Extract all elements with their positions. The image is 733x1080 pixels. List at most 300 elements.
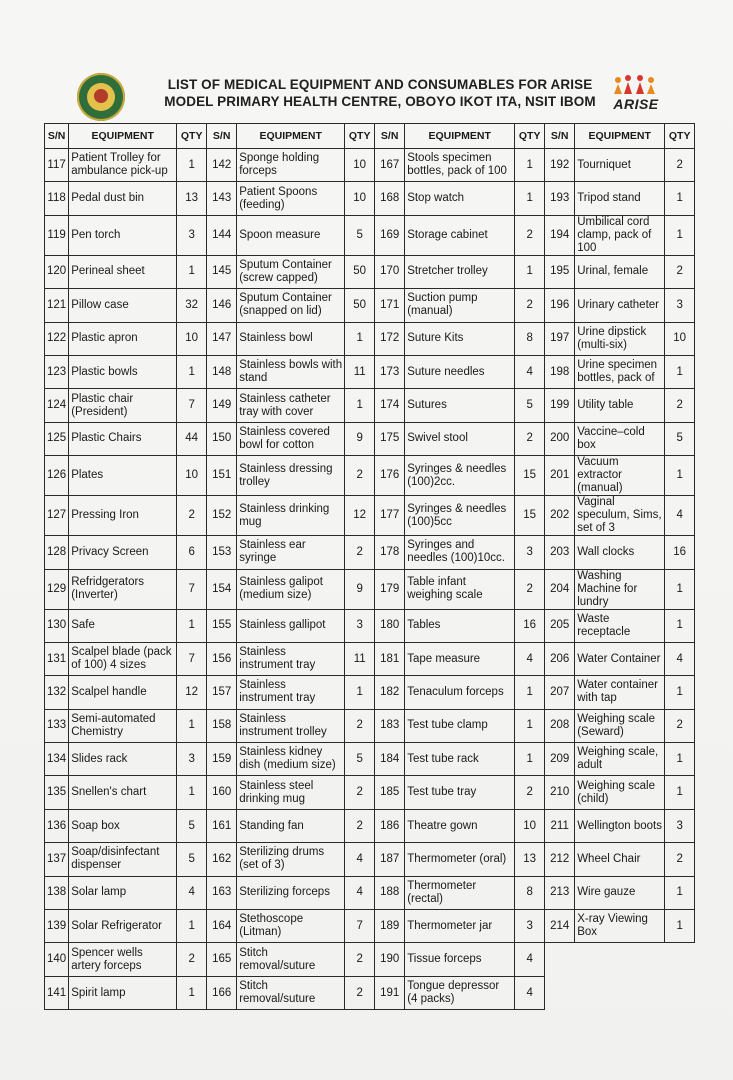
quantity-cell: 2 — [515, 215, 545, 255]
table-row — [45, 389, 695, 422]
quantity-cell: 2 — [345, 943, 375, 976]
equipment-name-cell: Scalpel blade (pack of 100) 4 sizes — [69, 642, 177, 675]
quantity-cell: 4 — [515, 943, 545, 976]
table-header-row — [45, 124, 695, 149]
equipment-name-cell: Scalpel handle — [69, 676, 177, 709]
serial-number-cell: 141 — [45, 976, 69, 1009]
quantity-cell: 50 — [345, 289, 375, 322]
equipment-name-cell: Stainless covered bowl for cotton — [237, 422, 345, 455]
title-line-1: LIST OF MEDICAL EQUIPMENT AND CONSUMABLES FOR ARISE — [167, 77, 593, 92]
serial-number-cell: 163 — [207, 876, 237, 909]
equipment-name-cell: Utility table — [575, 389, 665, 422]
equipment-name-cell: Wheel Chair — [575, 843, 665, 876]
quantity-cell: 12 — [345, 496, 375, 536]
serial-number-cell: 154 — [207, 569, 237, 609]
quantity-cell: 1 — [665, 456, 695, 496]
quantity-cell: 2 — [515, 776, 545, 809]
serial-number-cell: 195 — [545, 255, 575, 288]
equipment-name-cell: Storage cabinet — [405, 215, 515, 255]
serial-number-cell: 214 — [545, 910, 575, 943]
serial-number-cell: 211 — [545, 809, 575, 842]
serial-number-cell: 192 — [545, 149, 575, 182]
column-header: S/N — [375, 124, 405, 149]
equipment-name-cell: Weighing scale (child) — [575, 776, 665, 809]
equipment-name-cell: Wall clocks — [575, 536, 665, 569]
column-header: EQUIPMENT — [405, 124, 515, 149]
equipment-name-cell: Plates — [69, 456, 177, 496]
nigeria-state-seal-logo — [77, 73, 125, 121]
equipment-name-cell: Stainless dressing trolley — [237, 456, 345, 496]
quantity-cell: 5 — [515, 389, 545, 422]
quantity-cell: 5 — [177, 809, 207, 842]
quantity-cell: 1 — [177, 709, 207, 742]
column-header: EQUIPMENT — [237, 124, 345, 149]
quantity-cell: 32 — [177, 289, 207, 322]
serial-number-cell: 213 — [545, 876, 575, 909]
equipment-name-cell: Weighing scale, adult — [575, 743, 665, 776]
empty-cell — [545, 943, 575, 976]
serial-number-cell: 135 — [45, 776, 69, 809]
serial-number-cell: 200 — [545, 422, 575, 455]
quantity-cell: 3 — [665, 809, 695, 842]
quantity-cell: 3 — [515, 536, 545, 569]
quantity-cell: 16 — [665, 536, 695, 569]
quantity-cell: 1 — [177, 910, 207, 943]
equipment-name-cell: Stainless instrument trolley — [237, 709, 345, 742]
quantity-cell: 4 — [665, 642, 695, 675]
column-header: QTY — [665, 124, 695, 149]
serial-number-cell: 166 — [207, 976, 237, 1009]
equipment-name-cell: Soap box — [69, 809, 177, 842]
quantity-cell: 2 — [665, 843, 695, 876]
equipment-name-cell: Tourniquet — [575, 149, 665, 182]
quantity-cell: 11 — [345, 355, 375, 388]
empty-cell — [575, 943, 665, 976]
quantity-cell: 1 — [665, 743, 695, 776]
equipment-name-cell: Wire gauze — [575, 876, 665, 909]
serial-number-cell: 184 — [375, 743, 405, 776]
equipment-name-cell: Plastic apron — [69, 322, 177, 355]
table-row — [45, 809, 695, 842]
equipment-name-cell: Sterilizing drums (set of 3) — [237, 843, 345, 876]
equipment-name-cell: Umbilical cord clamp, pack of 100 — [575, 215, 665, 255]
quantity-cell: 2 — [345, 536, 375, 569]
quantity-cell: 2 — [345, 976, 375, 1009]
quantity-cell: 1 — [515, 709, 545, 742]
table-row — [45, 843, 695, 876]
serial-number-cell: 165 — [207, 943, 237, 976]
equipment-name-cell: Spoon measure — [237, 215, 345, 255]
quantity-cell: 8 — [515, 876, 545, 909]
equipment-name-cell: Table infant weighing scale — [405, 569, 515, 609]
quantity-cell: 50 — [345, 255, 375, 288]
serial-number-cell: 188 — [375, 876, 405, 909]
quantity-cell: 1 — [515, 182, 545, 215]
quantity-cell: 2 — [515, 289, 545, 322]
equipment-name-cell: Thermometer (rectal) — [405, 876, 515, 909]
equipment-name-cell: Wellington boots — [575, 809, 665, 842]
equipment-name-cell: Weighing scale (Seward) — [575, 709, 665, 742]
table-row — [45, 289, 695, 322]
quantity-cell: 7 — [177, 569, 207, 609]
serial-number-cell: 156 — [207, 642, 237, 675]
quantity-cell: 1 — [345, 322, 375, 355]
table-row — [45, 976, 695, 1009]
column-header: QTY — [177, 124, 207, 149]
quantity-cell: 8 — [515, 322, 545, 355]
column-header: S/N — [545, 124, 575, 149]
serial-number-cell: 124 — [45, 389, 69, 422]
serial-number-cell: 150 — [207, 422, 237, 455]
table-row — [45, 709, 695, 742]
table-row — [45, 642, 695, 675]
quantity-cell: 1 — [345, 676, 375, 709]
equipment-name-cell: Patient Spoons (feeding) — [237, 182, 345, 215]
serial-number-cell: 196 — [545, 289, 575, 322]
serial-number-cell: 190 — [375, 943, 405, 976]
equipment-name-cell: Stethoscope (Litman) — [237, 910, 345, 943]
serial-number-cell: 208 — [545, 709, 575, 742]
quantity-cell: 15 — [515, 456, 545, 496]
table-row — [45, 876, 695, 909]
column-header: QTY — [515, 124, 545, 149]
serial-number-cell: 153 — [207, 536, 237, 569]
serial-number-cell: 197 — [545, 322, 575, 355]
serial-number-cell: 123 — [45, 355, 69, 388]
serial-number-cell: 186 — [375, 809, 405, 842]
serial-number-cell: 151 — [207, 456, 237, 496]
quantity-cell: 7 — [177, 642, 207, 675]
table-row — [45, 943, 695, 976]
serial-number-cell: 125 — [45, 422, 69, 455]
equipment-name-cell: Urine specimen bottles, pack of — [575, 355, 665, 388]
quantity-cell: 15 — [515, 496, 545, 536]
equipment-name-cell: Stainless instrument tray — [237, 642, 345, 675]
quantity-cell: 1 — [177, 255, 207, 288]
column-header: S/N — [207, 124, 237, 149]
quantity-cell: 3 — [515, 910, 545, 943]
empty-cell — [665, 943, 695, 976]
quantity-cell: 1 — [665, 569, 695, 609]
equipment-name-cell: Stainless bowl — [237, 322, 345, 355]
equipment-name-cell: Tables — [405, 609, 515, 642]
quantity-cell: 1 — [515, 676, 545, 709]
serial-number-cell: 136 — [45, 809, 69, 842]
quantity-cell: 6 — [177, 536, 207, 569]
quantity-cell: 1 — [665, 355, 695, 388]
quantity-cell: 4 — [515, 355, 545, 388]
equipment-name-cell: Soap/disinfectant dispenser — [69, 843, 177, 876]
quantity-cell: 16 — [515, 609, 545, 642]
equipment-name-cell: Solar lamp — [69, 876, 177, 909]
quantity-cell: 2 — [515, 569, 545, 609]
equipment-name-cell: Sterilizing forceps — [237, 876, 345, 909]
serial-number-cell: 171 — [375, 289, 405, 322]
quantity-cell: 2 — [177, 496, 207, 536]
quantity-cell: 9 — [345, 569, 375, 609]
equipment-name-cell: Sponge holding forceps — [237, 149, 345, 182]
equipment-name-cell: Stainless bowls with stand — [237, 355, 345, 388]
equipment-name-cell: Stools specimen bottles, pack of 100 — [405, 149, 515, 182]
equipment-name-cell: Sutures — [405, 389, 515, 422]
serial-number-cell: 198 — [545, 355, 575, 388]
serial-number-cell: 199 — [545, 389, 575, 422]
empty-cell — [575, 976, 665, 1009]
table-row — [45, 149, 695, 182]
quantity-cell: 5 — [345, 743, 375, 776]
serial-number-cell: 132 — [45, 676, 69, 709]
serial-number-cell: 155 — [207, 609, 237, 642]
serial-number-cell: 142 — [207, 149, 237, 182]
quantity-cell: 2 — [665, 255, 695, 288]
serial-number-cell: 187 — [375, 843, 405, 876]
quantity-cell: 1 — [515, 255, 545, 288]
quantity-cell: 7 — [345, 910, 375, 943]
column-header: S/N — [45, 124, 69, 149]
quantity-cell: 1 — [665, 182, 695, 215]
table-body — [45, 149, 695, 1010]
equipment-name-cell: Urine dipstick (multi-six) — [575, 322, 665, 355]
equipment-name-cell: Urinal, female — [575, 255, 665, 288]
quantity-cell: 10 — [515, 809, 545, 842]
serial-number-cell: 131 — [45, 642, 69, 675]
serial-number-cell: 167 — [375, 149, 405, 182]
equipment-name-cell: Stop watch — [405, 182, 515, 215]
table-row — [45, 215, 695, 255]
equipment-name-cell: Tissue forceps — [405, 943, 515, 976]
serial-number-cell: 118 — [45, 182, 69, 215]
equipment-name-cell: Thermometer jar — [405, 910, 515, 943]
serial-number-cell: 161 — [207, 809, 237, 842]
equipment-name-cell: Standing fan — [237, 809, 345, 842]
serial-number-cell: 129 — [45, 569, 69, 609]
quantity-cell: 1 — [515, 743, 545, 776]
equipment-name-cell: Slides rack — [69, 743, 177, 776]
quantity-cell: 2 — [345, 776, 375, 809]
quantity-cell: 1 — [177, 149, 207, 182]
serial-number-cell: 210 — [545, 776, 575, 809]
quantity-cell: 1 — [665, 609, 695, 642]
serial-number-cell: 160 — [207, 776, 237, 809]
quantity-cell: 1 — [177, 355, 207, 388]
equipment-name-cell: Pillow case — [69, 289, 177, 322]
equipment-name-cell: Spencer wells artery forceps — [69, 943, 177, 976]
table-row — [45, 322, 695, 355]
equipment-name-cell: Test tube clamp — [405, 709, 515, 742]
equipment-name-cell: Pedal dust bin — [69, 182, 177, 215]
serial-number-cell: 137 — [45, 843, 69, 876]
equipment-name-cell: Privacy Screen — [69, 536, 177, 569]
equipment-name-cell: Snellen's chart — [69, 776, 177, 809]
equipment-name-cell: Pen torch — [69, 215, 177, 255]
serial-number-cell: 158 — [207, 709, 237, 742]
equipment-name-cell: Pressing Iron — [69, 496, 177, 536]
quantity-cell: 5 — [345, 215, 375, 255]
quantity-cell: 1 — [345, 389, 375, 422]
quantity-cell: 2 — [665, 709, 695, 742]
equipment-name-cell: Stainless catheter tray with cover — [237, 389, 345, 422]
serial-number-cell: 172 — [375, 322, 405, 355]
equipment-name-cell: Stainless instrument tray — [237, 676, 345, 709]
equipment-name-cell: Test tube tray — [405, 776, 515, 809]
table-row — [45, 456, 695, 496]
equipment-name-cell: Test tube rack — [405, 743, 515, 776]
serial-number-cell: 152 — [207, 496, 237, 536]
equipment-name-cell: Stainless drinking mug — [237, 496, 345, 536]
equipment-name-cell: Safe — [69, 609, 177, 642]
quantity-cell: 4 — [177, 876, 207, 909]
serial-number-cell: 209 — [545, 743, 575, 776]
quantity-cell: 3 — [345, 609, 375, 642]
equipment-name-cell: Semi-automated Chemistry — [69, 709, 177, 742]
serial-number-cell: 201 — [545, 456, 575, 496]
serial-number-cell: 189 — [375, 910, 405, 943]
serial-number-cell: 179 — [375, 569, 405, 609]
quantity-cell: 3 — [665, 289, 695, 322]
serial-number-cell: 180 — [375, 609, 405, 642]
table-row — [45, 496, 695, 536]
serial-number-cell: 175 — [375, 422, 405, 455]
quantity-cell: 5 — [177, 843, 207, 876]
quantity-cell: 13 — [515, 843, 545, 876]
quantity-cell: 10 — [345, 182, 375, 215]
equipment-name-cell: Tape measure — [405, 642, 515, 675]
serial-number-cell: 162 — [207, 843, 237, 876]
serial-number-cell: 117 — [45, 149, 69, 182]
serial-number-cell: 205 — [545, 609, 575, 642]
serial-number-cell: 173 — [375, 355, 405, 388]
equipment-name-cell: Vaginal speculum, Sims, set of 3 — [575, 496, 665, 536]
serial-number-cell: 174 — [375, 389, 405, 422]
table-row — [45, 776, 695, 809]
serial-number-cell: 127 — [45, 496, 69, 536]
table-row — [45, 569, 695, 609]
serial-number-cell: 191 — [375, 976, 405, 1009]
equipment-name-cell: Stainless steel drinking mug — [237, 776, 345, 809]
serial-number-cell: 126 — [45, 456, 69, 496]
serial-number-cell: 206 — [545, 642, 575, 675]
serial-number-cell: 145 — [207, 255, 237, 288]
quantity-cell: 10 — [665, 322, 695, 355]
quantity-cell: 3 — [177, 743, 207, 776]
serial-number-cell: 204 — [545, 569, 575, 609]
equipment-name-cell: Patient Trolley for ambulance pick-up — [69, 149, 177, 182]
quantity-cell: 3 — [177, 215, 207, 255]
quantity-cell: 2 — [665, 149, 695, 182]
empty-cell — [545, 976, 575, 1009]
quantity-cell: 1 — [177, 976, 207, 1009]
equipment-name-cell: Suction pump (manual) — [405, 289, 515, 322]
serial-number-cell: 207 — [545, 676, 575, 709]
quantity-cell: 10 — [345, 149, 375, 182]
serial-number-cell: 202 — [545, 496, 575, 536]
serial-number-cell: 133 — [45, 709, 69, 742]
quantity-cell: 2 — [345, 709, 375, 742]
serial-number-cell: 146 — [207, 289, 237, 322]
equipment-name-cell: Stainless ear syringe — [237, 536, 345, 569]
equipment-name-cell: Syringes & needles (100)5cc — [405, 496, 515, 536]
serial-number-cell: 170 — [375, 255, 405, 288]
equipment-name-cell: Vaccine–cold box — [575, 422, 665, 455]
equipment-name-cell: X-ray Viewing Box — [575, 910, 665, 943]
table-row — [45, 609, 695, 642]
serial-number-cell: 194 — [545, 215, 575, 255]
equipment-name-cell: Stretcher trolley — [405, 255, 515, 288]
serial-number-cell: 176 — [375, 456, 405, 496]
serial-number-cell: 183 — [375, 709, 405, 742]
quantity-cell: 1 — [665, 676, 695, 709]
table-row — [45, 355, 695, 388]
equipment-name-cell: Sputum Container (snapped on lid) — [237, 289, 345, 322]
empty-cell — [665, 976, 695, 1009]
equipment-name-cell: Plastic bowls — [69, 355, 177, 388]
serial-number-cell: 193 — [545, 182, 575, 215]
equipment-name-cell: Sputum Container (screw capped) — [237, 255, 345, 288]
serial-number-cell: 148 — [207, 355, 237, 388]
serial-number-cell: 182 — [375, 676, 405, 709]
quantity-cell: 1 — [515, 149, 545, 182]
equipment-name-cell: Tongue depressor (4 packs) — [405, 976, 515, 1009]
equipment-name-cell: Perineal sheet — [69, 255, 177, 288]
serial-number-cell: 143 — [207, 182, 237, 215]
quantity-cell: 7 — [177, 389, 207, 422]
serial-number-cell: 157 — [207, 676, 237, 709]
serial-number-cell: 140 — [45, 943, 69, 976]
table-row — [45, 422, 695, 455]
equipment-name-cell: Water Container — [575, 642, 665, 675]
equipment-name-cell: Suture Kits — [405, 322, 515, 355]
serial-number-cell: 178 — [375, 536, 405, 569]
quantity-cell: 4 — [665, 496, 695, 536]
equipment-name-cell: Suture needles — [405, 355, 515, 388]
equipment-name-cell: Tenaculum forceps — [405, 676, 515, 709]
quantity-cell: 4 — [345, 876, 375, 909]
quantity-cell: 1 — [665, 215, 695, 255]
title-line-2: MODEL PRIMARY HEALTH CENTRE, OBOYO IKOT ITA, NSIT IBOM — [164, 94, 596, 109]
table-row — [45, 910, 695, 943]
table-row — [45, 536, 695, 569]
serial-number-cell: 121 — [45, 289, 69, 322]
serial-number-cell: 164 — [207, 910, 237, 943]
table-row — [45, 743, 695, 776]
serial-number-cell: 134 — [45, 743, 69, 776]
equipment-name-cell: Stainless galipot (medium size) — [237, 569, 345, 609]
equipment-name-cell: Vacuum extractor (manual) — [575, 456, 665, 496]
quantity-cell: 9 — [345, 422, 375, 455]
quantity-cell: 1 — [177, 609, 207, 642]
serial-number-cell: 130 — [45, 609, 69, 642]
quantity-cell: 10 — [177, 322, 207, 355]
table-row — [45, 255, 695, 288]
quantity-cell: 11 — [345, 642, 375, 675]
arise-logo-text: ARISE — [613, 96, 659, 112]
quantity-cell: 1 — [665, 910, 695, 943]
serial-number-cell: 139 — [45, 910, 69, 943]
equipment-name-cell: Spirit lamp — [69, 976, 177, 1009]
equipment-name-cell: Tripod stand — [575, 182, 665, 215]
quantity-cell: 2 — [177, 943, 207, 976]
serial-number-cell: 159 — [207, 743, 237, 776]
serial-number-cell: 168 — [375, 182, 405, 215]
quantity-cell: 2 — [515, 422, 545, 455]
equipment-name-cell: Thermometer (oral) — [405, 843, 515, 876]
quantity-cell: 1 — [665, 876, 695, 909]
serial-number-cell: 122 — [45, 322, 69, 355]
quantity-cell: 1 — [665, 776, 695, 809]
serial-number-cell: 203 — [545, 536, 575, 569]
equipment-name-cell: Water container with tap — [575, 676, 665, 709]
quantity-cell: 1 — [177, 776, 207, 809]
